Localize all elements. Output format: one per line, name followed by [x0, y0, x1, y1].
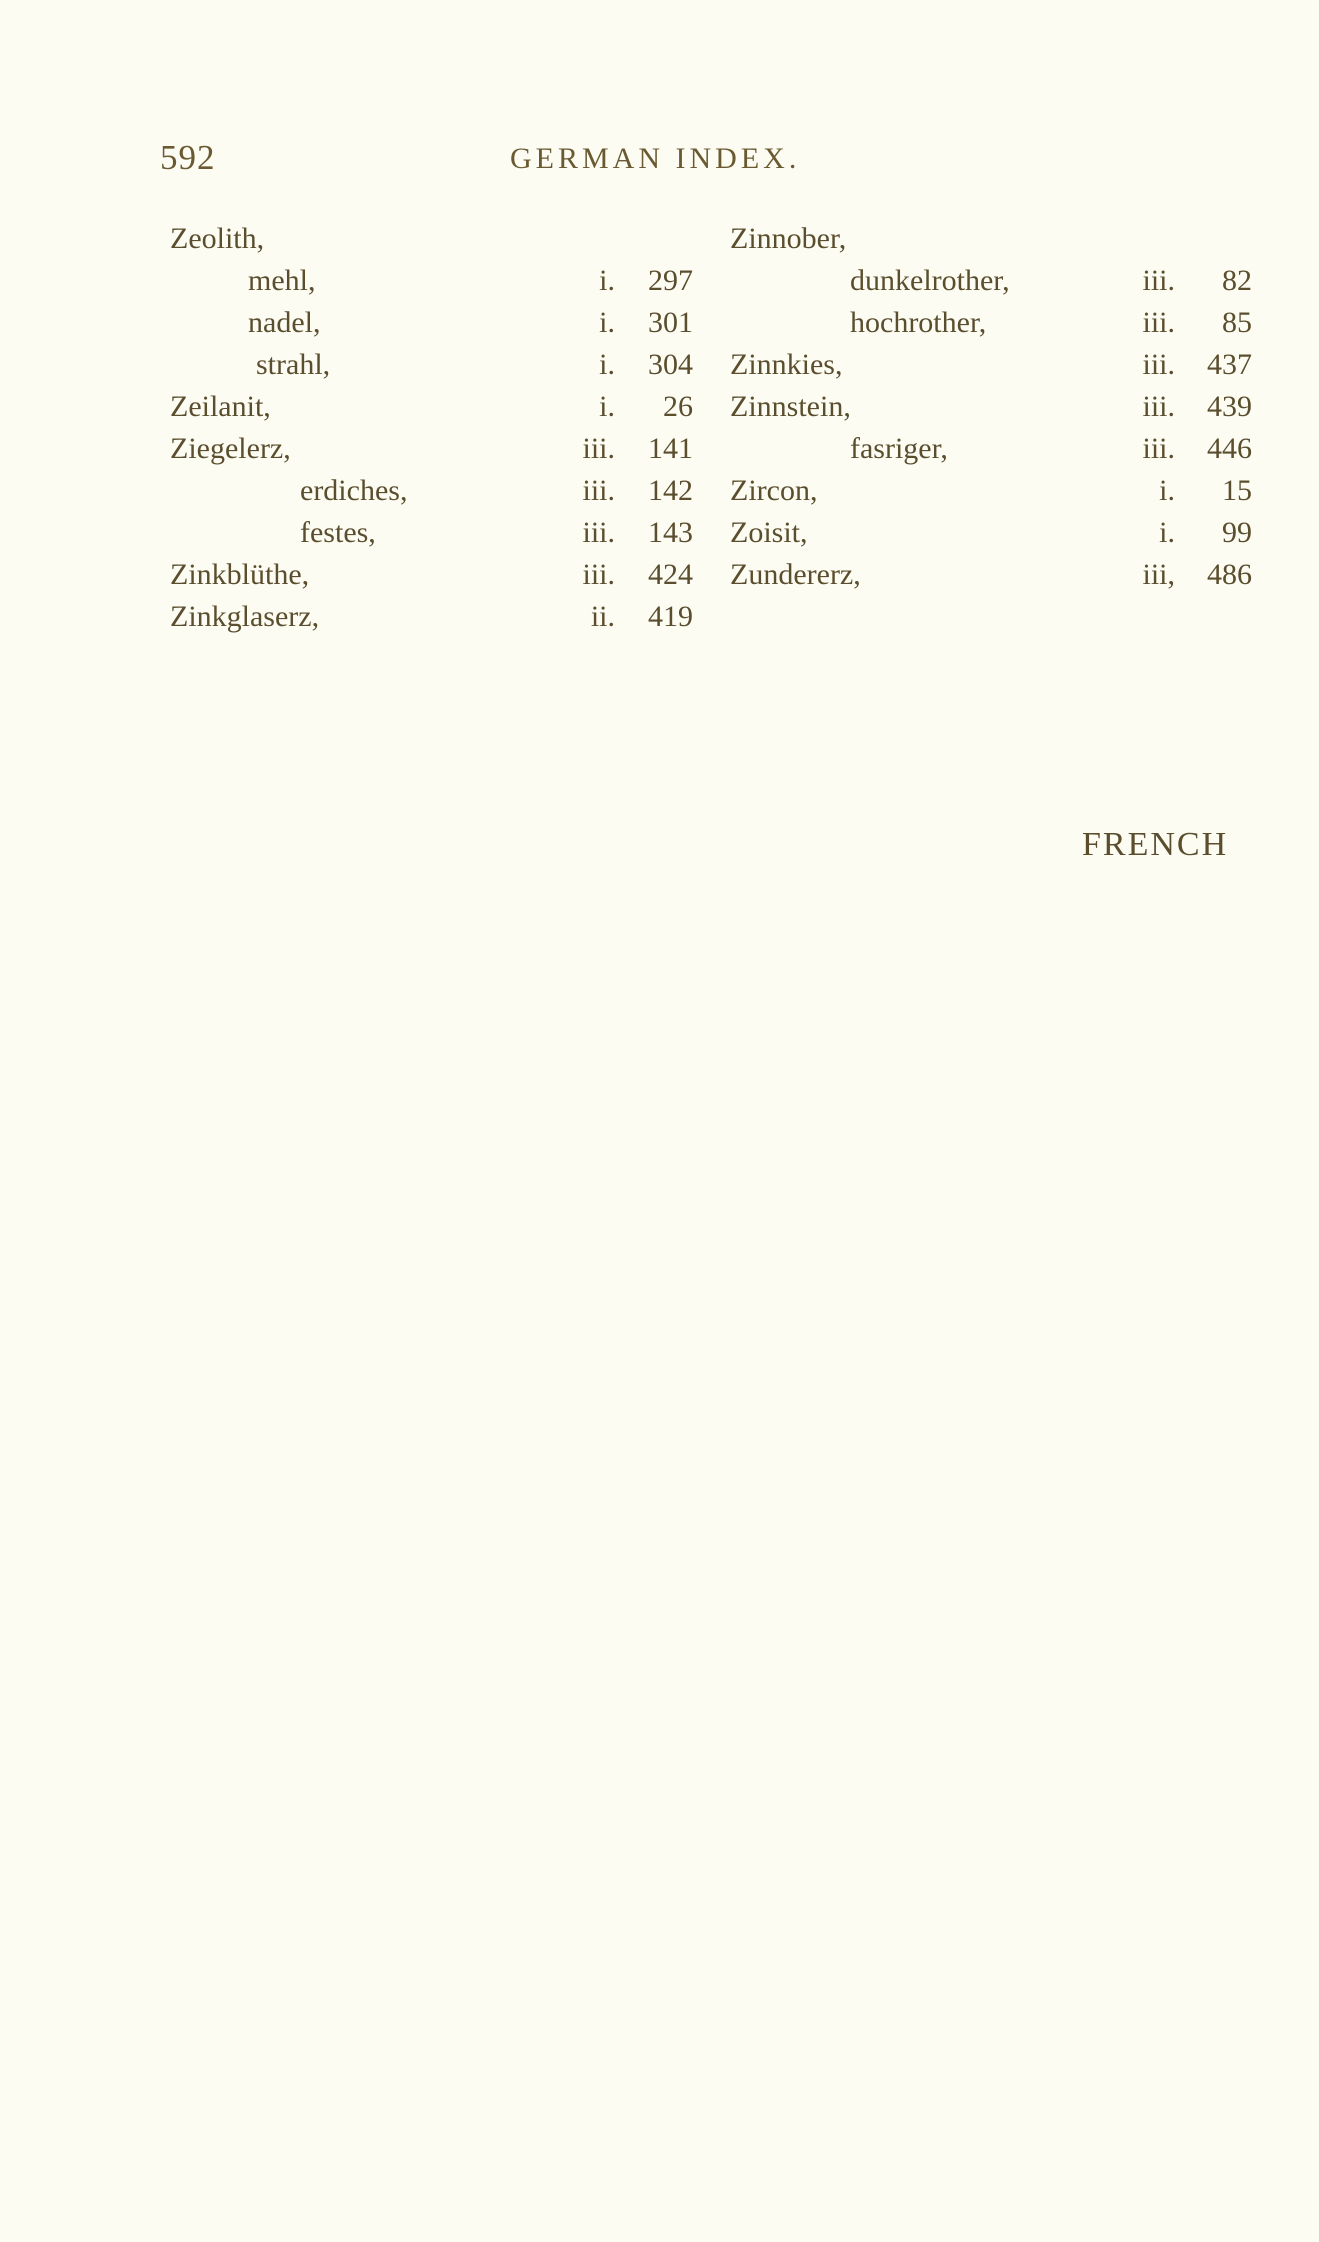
index-entry-term: Zinnstein, [730, 390, 851, 423]
index-entry-page: 297 [648, 264, 693, 297]
index-entry-term: Zinkglaserz, [170, 600, 320, 633]
index-entry-volume: i. [1159, 516, 1175, 549]
index-entry-term: fasriger, [850, 432, 948, 465]
index-entry-term: Zeilanit, [170, 390, 271, 423]
index-entry-term: Zircon, [730, 474, 818, 507]
index-entry-term: Zeolith, [170, 222, 265, 255]
index-entry-term: Zinkblüthe, [170, 558, 310, 591]
index-entry-volume: i. [599, 306, 615, 339]
index-entry-term: festes, [300, 516, 376, 549]
index-entry-volume: iii. [582, 558, 615, 591]
index-entry-volume: iii. [1142, 390, 1175, 423]
index-entry-volume: iii. [1142, 348, 1175, 381]
index-entry-term: erdiches, [300, 474, 408, 507]
index-entry-volume: iii. [1142, 432, 1175, 465]
index-entry-volume: i. [599, 390, 615, 423]
index-entry-page: 437 [1207, 348, 1252, 381]
index-entry-term: strahl, [256, 348, 331, 381]
index-entry-term: Zundererz, [730, 558, 861, 591]
index-entry-page: 304 [648, 348, 693, 381]
index-entry-page: 26 [663, 390, 693, 423]
catchword: FRENCH [1082, 826, 1229, 863]
index-entry-term: Zinnkies, [730, 348, 843, 381]
index-entry-term: dunkelrother, [850, 264, 1010, 297]
index-entry-page: 446 [1207, 432, 1252, 465]
index-entry-volume: iii, [1142, 558, 1175, 591]
index-entry-volume: i. [1159, 474, 1175, 507]
index-entry-page: 439 [1207, 390, 1252, 423]
index-entry-volume: iii. [582, 474, 615, 507]
index-entry-volume: iii. [1142, 306, 1175, 339]
running-head: GERMAN INDEX. [510, 142, 801, 175]
index-entry-page: 486 [1207, 558, 1252, 591]
index-entry-volume: iii. [1142, 264, 1175, 297]
index-entry-volume: i. [599, 348, 615, 381]
index-entry-page: 141 [648, 432, 693, 465]
index-entry-page: 143 [648, 516, 693, 549]
index-entry-volume: iii. [582, 516, 615, 549]
index-entry-page: 142 [648, 474, 693, 507]
index-entry-page: 85 [1222, 306, 1252, 339]
index-entry-page: 419 [648, 600, 693, 633]
index-entry-volume: iii. [582, 432, 615, 465]
index-entry-page: 82 [1222, 264, 1252, 297]
index-entry-volume: ii. [590, 600, 615, 633]
index-entry-page: 301 [648, 306, 693, 339]
index-entry-term: Ziegelerz, [170, 432, 291, 465]
index-entry-page: 99 [1222, 516, 1252, 549]
page-number: 592 [160, 138, 216, 177]
index-entry-term: nadel, [248, 306, 321, 339]
index-entry-term: mehl, [248, 264, 316, 297]
index-entry-volume: i. [599, 264, 615, 297]
index-entry-term: Zoisit, [730, 516, 808, 549]
index-entry-page: 424 [648, 558, 693, 591]
index-entry-term: hochrother, [850, 306, 987, 339]
index-entry-page: 15 [1222, 474, 1252, 507]
index-entry-term: Zinnober, [730, 222, 847, 255]
